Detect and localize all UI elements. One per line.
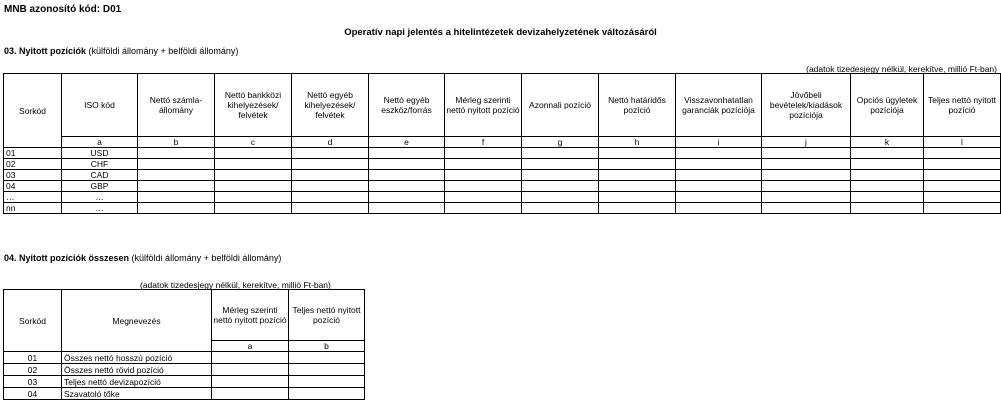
value-cell[interactable] <box>522 170 599 181</box>
column-letter: k <box>851 137 924 148</box>
row-code: 04 <box>4 181 62 192</box>
table-row <box>4 192 1001 203</box>
column-header: Nettó számla-állomány <box>138 74 215 137</box>
section2-units: (adatok tizedesjegy nélkül, kerekítve, millió Ft-ban) <box>140 280 331 290</box>
value-cell[interactable] <box>369 192 445 203</box>
t2-letter-a: a <box>212 341 289 352</box>
table-row <box>4 352 365 364</box>
column-letter: g <box>522 137 599 148</box>
row-name: Összes nettó hosszú pozíció <box>62 352 212 364</box>
table-row <box>4 364 365 376</box>
value-cell[interactable] <box>924 148 1001 159</box>
value-cell[interactable] <box>369 170 445 181</box>
column-letter: i <box>676 137 762 148</box>
value-cell[interactable] <box>762 181 851 192</box>
value-cell[interactable] <box>369 203 445 214</box>
table-row <box>4 203 1001 214</box>
value-cell[interactable] <box>851 170 924 181</box>
value-cell[interactable] <box>215 159 292 170</box>
row-code: 02 <box>4 159 62 170</box>
row-code: 02 <box>4 364 62 376</box>
table-row <box>4 170 1001 181</box>
value-cell[interactable] <box>369 159 445 170</box>
value-cell[interactable] <box>762 159 851 170</box>
section1-title-normal: (külföldi állomány + belföldi állomány) <box>86 46 239 56</box>
column-header: Visszavonhatatlan garanciák pozíciója <box>676 74 762 137</box>
value-cell[interactable] <box>215 192 292 203</box>
value-cell[interactable] <box>522 181 599 192</box>
value-cell[interactable] <box>522 192 599 203</box>
open-positions-table <box>3 73 1001 214</box>
t2-col-b: Teljes nettó nyitott pozíció <box>289 290 365 341</box>
row-code: … <box>4 192 62 203</box>
value-cell[interactable] <box>445 148 522 159</box>
value-cell[interactable] <box>215 148 292 159</box>
row-iso: CAD <box>62 170 138 181</box>
value-cell[interactable] <box>924 181 1001 192</box>
value-cell[interactable] <box>292 148 369 159</box>
t1-header-row <box>4 74 1001 137</box>
column-header: Jövőbeli bevételek/kiadások pozíciója <box>762 74 851 137</box>
t1-letter-row <box>4 137 1001 148</box>
value-cell[interactable] <box>522 203 599 214</box>
column-letter: a <box>62 137 138 148</box>
column-letter: j <box>762 137 851 148</box>
value-cell[interactable] <box>289 364 365 376</box>
value-cell[interactable] <box>292 170 369 181</box>
mnb-code-line: MNB azonosító kód: D01 <box>4 4 122 15</box>
value-cell[interactable] <box>924 203 1001 214</box>
value-cell[interactable] <box>676 148 762 159</box>
value-cell[interactable] <box>762 192 851 203</box>
column-header: Mérleg szerinti nettó nyitott pozíció <box>445 74 522 137</box>
value-cell[interactable] <box>138 192 215 203</box>
column-letter: h <box>599 137 676 148</box>
value-cell[interactable] <box>599 181 676 192</box>
value-cell[interactable] <box>445 170 522 181</box>
column-letter: e <box>369 137 445 148</box>
section2-title <box>4 253 281 263</box>
column-header: Nettó egyéb eszköz/forrás <box>369 74 445 137</box>
row-code: 04 <box>4 388 62 400</box>
value-cell[interactable] <box>445 203 522 214</box>
value-cell[interactable] <box>215 181 292 192</box>
column-letter: l <box>924 137 1001 148</box>
value-cell[interactable] <box>522 159 599 170</box>
row-code: 03 <box>4 376 62 388</box>
column-header: Azonnali pozíció <box>522 74 599 137</box>
value-cell[interactable] <box>924 159 1001 170</box>
row-code: 01 <box>4 148 62 159</box>
value-cell[interactable] <box>445 159 522 170</box>
t2-col-sorkod: Sorkód <box>4 290 62 352</box>
value-cell[interactable] <box>762 203 851 214</box>
column-header: Nettó bankközi kihelyezések/ felvétek <box>215 74 292 137</box>
value-cell[interactable] <box>851 192 924 203</box>
section2-title-bold: 04. Nyitott pozíciók összesen <box>4 253 130 263</box>
value-cell[interactable] <box>851 203 924 214</box>
row-code: 01 <box>4 352 62 364</box>
table-row <box>4 148 1001 159</box>
row-name: Teljes nettó devizapozíció <box>62 376 212 388</box>
column-header: Nettó határidős pozíció <box>599 74 676 137</box>
value-cell[interactable] <box>851 148 924 159</box>
value-cell[interactable] <box>676 159 762 170</box>
column-letter: b <box>138 137 215 148</box>
value-cell[interactable] <box>851 181 924 192</box>
column-header: Nettó egyéb kihelyezések/ felvétek <box>292 74 369 137</box>
value-cell[interactable] <box>215 170 292 181</box>
value-cell[interactable] <box>522 148 599 159</box>
value-cell[interactable] <box>369 148 445 159</box>
value-cell[interactable] <box>138 148 215 159</box>
value-cell[interactable] <box>599 170 676 181</box>
column-header: Sorkód <box>4 74 62 148</box>
t2-header-row <box>4 290 365 341</box>
value-cell[interactable] <box>212 364 289 376</box>
total-positions-table <box>3 289 365 400</box>
value-cell[interactable] <box>292 181 369 192</box>
column-letter: c <box>215 137 292 148</box>
row-iso: USD <box>62 148 138 159</box>
value-cell[interactable] <box>138 170 215 181</box>
row-iso: … <box>62 203 138 214</box>
value-cell[interactable] <box>138 181 215 192</box>
value-cell[interactable] <box>138 159 215 170</box>
value-cell[interactable] <box>445 181 522 192</box>
t2-col-megnevezes: Megnevezés <box>62 290 212 352</box>
row-iso: … <box>62 192 138 203</box>
column-header: Teljes nettó nyitott pozíció <box>924 74 1001 137</box>
value-cell[interactable] <box>212 352 289 364</box>
value-cell[interactable] <box>212 388 289 400</box>
table-row <box>4 181 1001 192</box>
value-cell[interactable] <box>599 203 676 214</box>
table-row <box>4 388 365 400</box>
value-cell[interactable] <box>676 192 762 203</box>
value-cell[interactable] <box>292 192 369 203</box>
t2-col-a: Mérleg szerinti nettó nyitott pozíció <box>212 290 289 341</box>
column-letter: d <box>292 137 369 148</box>
value-cell[interactable] <box>289 388 365 400</box>
column-header: ISO kód <box>62 74 138 137</box>
section1-title <box>4 46 238 56</box>
value-cell[interactable] <box>762 148 851 159</box>
value-cell[interactable] <box>445 192 522 203</box>
column-header: Opciós ügyletek pozíciója <box>851 74 924 137</box>
value-cell[interactable] <box>599 148 676 159</box>
row-name: Összes nettó rövid pozíció <box>62 364 212 376</box>
row-iso: GBP <box>62 181 138 192</box>
value-cell[interactable] <box>599 192 676 203</box>
value-cell[interactable] <box>676 181 762 192</box>
column-letter: f <box>445 137 522 148</box>
value-cell[interactable] <box>599 159 676 170</box>
value-cell[interactable] <box>292 203 369 214</box>
value-cell[interactable] <box>215 203 292 214</box>
table-row <box>4 159 1001 170</box>
section2-title-normal: (külföldi állomány + belföldi állomány) <box>129 253 282 263</box>
t2-letter-b: b <box>289 341 365 352</box>
report-title: Operatív napi jelentés a hitelintézetek devizahelyzetének változásáról <box>344 27 657 38</box>
value-cell[interactable] <box>851 159 924 170</box>
value-cell[interactable] <box>676 203 762 214</box>
value-cell[interactable] <box>924 170 1001 181</box>
row-code: 03 <box>4 170 62 181</box>
value-cell[interactable] <box>676 170 762 181</box>
value-cell[interactable] <box>289 352 365 364</box>
value-cell[interactable] <box>138 203 215 214</box>
table-row <box>4 376 365 388</box>
value-cell[interactable] <box>212 376 289 388</box>
row-name: Szavatoló tőke <box>62 388 212 400</box>
value-cell[interactable] <box>924 192 1001 203</box>
section1-title-bold: 03. Nyitott pozíciók <box>4 46 87 56</box>
section1-units: (adatok tizedesjegy nélkül, kerekítve, millió Ft-ban) <box>806 64 997 74</box>
value-cell[interactable] <box>292 159 369 170</box>
value-cell[interactable] <box>289 376 365 388</box>
value-cell[interactable] <box>369 181 445 192</box>
row-iso: CHF <box>62 159 138 170</box>
row-code: nn <box>4 203 62 214</box>
value-cell[interactable] <box>762 170 851 181</box>
